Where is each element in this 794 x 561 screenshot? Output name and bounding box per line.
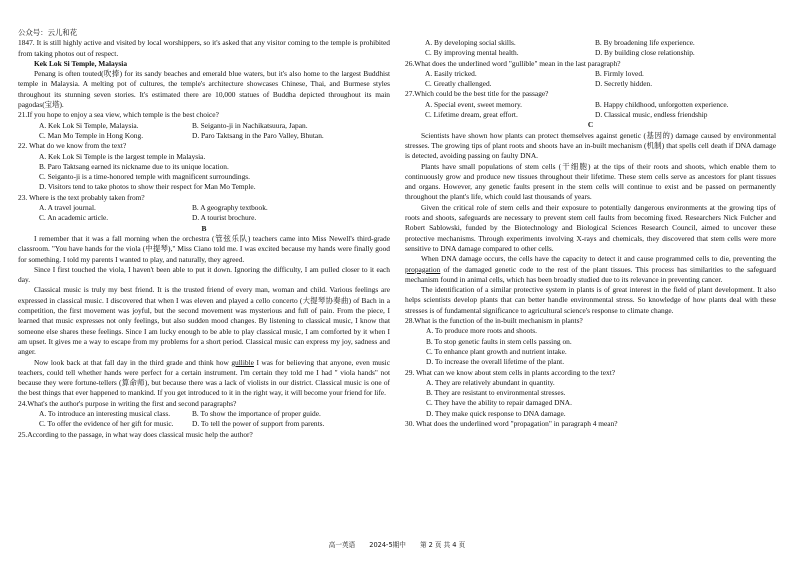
option: C. To offer the evidence of her gift for music. [39,419,174,429]
options [405,38,776,48]
option: C. To enhance plant growth and nutrient intake. [426,346,567,356]
options [18,203,390,213]
option: B. To show the importance of proper guide. [192,408,321,418]
option: C. Greatly challenged. [425,79,492,89]
underlined-word: propagation [405,264,441,274]
option: D. Visitors tend to take photos to show their respect for Man Mo Temple. [39,182,256,192]
paragraph [405,254,776,285]
paragraph: Penang is often touted(吹捧) for its sandy beaches and emerald blue waters, but it's also home to the largest Buddhist temple in Malaysia. A melting pot of cultures, the temple's architecture showcases Chinese, Thai, and Burmese styles throughout its stunning seven stories. It's estimated there are 10,000 statues of Buddha depicted throughout its main pagodas(宝塔). [18,69,390,110]
section-title: Kek Lok Si Temple, Malaysia [34,58,128,68]
option: D. Paro Taktsang in the Paro Valley, Bhutan. [192,130,324,140]
left-column [18,28,390,440]
page-footer [0,539,794,549]
option: C. Seiganto-ji is a time-honored temple with magnificent surroundings. [39,172,251,182]
option: B. Seiganto-ji in Nachikatsuura, Japan. [192,120,308,130]
question-24: 24.What's the author's purpose in writing the first and second paragraphs? [18,398,237,408]
paragraph: Given the critical role of stem cells and their exposure to potentially dangerous environments at the growing tips of roots and shoots, safeguards are necessary to prevent stem cell faults from becoming fixed. Researchers Nick Fulcher and Robert Sablowski, funded by the Biotechnology and Biological Sciences Research Council, aimed to uncover these protective mechanisms. Through experiments involving X-rays and chemicals, they discovered that stem cells were more sensitive to DNA damage compared to other cells. [405,202,776,253]
option: B. Paro Taktsang earned its nickname due to its unique location. [39,161,229,171]
text: of the damaged genetic code to the rest of the plant tissues. This process has similarities to the safeguard mechanism found in animal cells, which has been broadly studied due to its relevance in preventing cancer. [405,264,776,284]
paragraph: I remember that it was a fall morning when the orchestra (管弦乐队) teachers came into Miss Newell's third-grade classroom. "You have hands for the viola (中提琴)," Miss Ciano told me. I was excited because my hands were finally good for something. I told my parents I wanted to play, and naturally, they agreed. [18,233,390,264]
footer-subject: 高一英语 [328,541,356,549]
option: A. They are relatively abundant in quantity. [426,377,555,387]
option: A. By developing social skills. [425,38,516,47]
paragraph: Classical music is truly my best friend. It is the trusted friend of every man, woman and child. Various feelings are expressed in classical music. I discovered that when I was eleven and played a cello concerto (大提琴协奏曲) of Bach in a competition, the first movement was joyful, but the second movement was mysterious and full of pain. From the piece, I learned that music expresses not only feelings, but also sudden mood changes. By listening to classical music, I know that someone else shares these feelings. Since I am lucky enough to be able to play classical music, I am comforted by it when I am upset. It gives me a way to escape from my problems for a short period. Classical music can express my joy, sadness and anger. [18,285,390,357]
option: D. By building close relationship. [595,48,695,58]
option: D. They make quick response to DNA damage. [426,408,566,418]
options [405,48,776,58]
section-b-heading: B [201,223,207,233]
option: A. To produce more roots and shoots. [426,326,538,336]
question-29: 29. What can we know about stem cells in plants according to the text? [405,367,616,377]
option: D. A tourist brochure. [192,213,257,223]
option: A. Kek Lok Si Temple is the largest temple in Malaysia. [39,151,206,161]
question-30: 30. What does the underlined word "propagation" in paragraph 4 mean? [405,418,618,428]
option: A. Easily tricked. [425,68,477,78]
options [18,419,390,429]
options [405,110,776,120]
paragraph [18,358,390,399]
question-23: 23. Where is the text probably taken from? [18,192,145,202]
paragraph: Scientists have shown how plants can protect themselves against genetic (基因的) damage caused by environmental stresses. The growing tips of plant roots and shoots have an in-built mechanism (机制) that spells cell death if DNA damage is detected, avoiding passing on faulty DNA. [405,130,776,161]
option: A. Kek Lok Si Temple, Malaysia. [39,120,139,130]
paragraph: 1847. It is still highly active and visited by local worshippers, so it's asked that any visitor coming to the temple is prohibited from taking photos out of respect. [18,38,390,58]
paragraph: Since I first touched the viola, I haven't been able to put it down. Ignoring the difficulty, I am pulled closer to it each day. [18,264,390,285]
options [18,121,390,131]
options [18,213,390,223]
option: B. Firmly loved. [595,68,644,78]
option: D. To increase the overall lifetime of the plant. [426,357,565,367]
question-21: 21.If you hope to enjoy a sea view, which temple is the best choice? [18,110,219,120]
options [405,100,776,110]
question-27: 27.Which could be the best title for the passage? [405,89,549,99]
option: B. Happy childhood, unforgotten experience. [595,99,729,109]
question-28: 28.What is the function of the in-built mechanism in plants? [405,316,583,326]
option: A. To introduce an interesting musical class. [39,408,171,418]
option: B. By broadening life experience. [595,38,695,47]
option: C. By improving mental health. [425,48,519,58]
option: C. They have the ability to repair damaged DNA. [426,398,572,408]
options [18,131,390,141]
options [405,79,776,89]
options [405,69,776,79]
paragraph: Plants have small populations of stem cells (干细胞) at the tips of their roots and shoots, which enable them to continuously grow and produce new tissues throughout their lifetime. These stem cells serve as ancestors for plant tissues and organs. However, any genetic faults present in the stem cells will continue to exist and be passed on permanently throughout the plant's life, which could last thousands of years. [405,161,776,202]
option: C. Man Mo Temple in Hong Kong. [39,130,144,140]
text: I was for believing that anyone, even music teachers, could tell whether hands were perfect for a certain instrument. I'm certain they told me I had " viola hands" not because they were fortune-tellers (算命师), but because there was a lack of violists in our district. Classical music is one of the best things that ever happened to mankind. If you get introduced to it in the right way, it will become your friend for life. [18,357,390,398]
option: D. To tell the power of support from parents. [192,419,325,429]
question-26: 26.What does the underlined word "gullible" mean in the last paragraph? [405,58,621,68]
option: D. Secretly hidden. [595,79,653,89]
text: When DNA damage occurs, the cells have the capacity to detect it and cause programmed cells to die, preventing the [421,254,776,264]
question-22: 22. What do we know from the text? [18,141,127,151]
option: C. Lifetime dream, great effort. [425,110,518,120]
underlined-word: gullible [231,357,254,367]
paragraph: The identification of a similar protective system in plants is of great interest in the field of plant development. It also helps scientists develop plants that can better handle environmental stress. So knowledge of how plants deal with these stresses is of fundamental significance to agricultural science's response to climate change. [405,285,776,315]
option: A. Special event, sweet memory. [425,99,523,109]
option: A. A travel journal. [39,203,96,213]
options [18,409,390,419]
option: D. Classical music, endless friendship [595,110,708,120]
option: B. To stop genetic faults in stem cells passing on. [426,336,572,346]
option: B. A geography textbook. [192,203,268,213]
footer-page: 第 2 页 共 4 页 [419,541,466,549]
footer-term: 2024-5期中 [369,541,406,549]
question-25: 25.According to the passage, in what way does classical music help the author? [18,429,253,439]
option: C. An academic article. [39,213,109,223]
section-c-heading: C [587,120,594,130]
right-column [405,28,776,429]
option: B. They are resistant to environmental stresses. [426,388,566,398]
text: Now look back at that fall day in the third grade and think how [34,357,232,367]
page-header: 公众号：云儿和花 [18,28,78,37]
